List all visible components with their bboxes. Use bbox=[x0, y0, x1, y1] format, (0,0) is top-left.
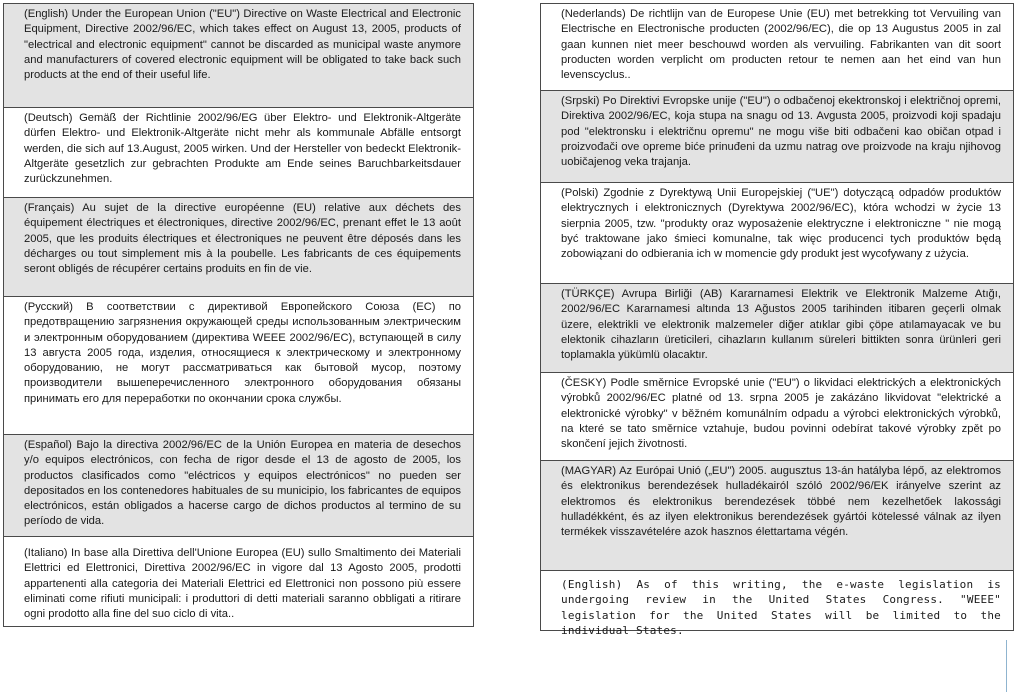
right-column bbox=[540, 3, 1014, 637]
notice-turkce: (TÜRKÇE) Avrupa Birliği (AB) Kararnamesi Elektrik ve Elektronik Malzeme Atığı, 2002/96/EC Kararnamesi altında 13 Ağustos 2005 tarihinden itibaren geçerli olmak üzere, elektrikli ve elektronik malzemeler diğer atıklar gibi çöpe atılamayacak ve bu elektonik cihazların üreticileri, cihazların kullanım süreleri bittikten sonra ürünleri geri toplamakla yükümlü olacaktır. bbox=[541, 283, 1013, 372]
notice-francais: (Français) Au sujet de la directive européenne (EU) relative aux déchets des équipement électriques et électroniques, directive 2002/96/EC, prenant effet le 13 août 2005, que les produits électriques et électroniques ne peuvent être déposés dans les décharges ou tout simplement mis à la poubelle. Les fabricants de ces équipements seront obligés de récupérer certains produits en fin de vie. bbox=[4, 197, 473, 296]
notice-english-us: (English) As of this writing, the e-waste legislation is undergoing review in the United States Congress. "WEEE" legislation for the United States will be limited to the individual States. bbox=[541, 570, 1013, 630]
notice-nederlands: (Nederlands) De richtlijn van de Europese Unie (EU) met betrekking tot Vervuiling van Electrische en Electronische producten (2002/96/EC), die op 13 Augustus 2005 in zal gaan kunnen niet meer beschouwd worden als vervuiling. Fabrikanten van dit soort producten worden verplicht om producten retour te nemen aan het eind van hun levenscyclus.. bbox=[561, 8, 1001, 82]
page-edge-line bbox=[1006, 640, 1007, 692]
notice-srpski: (Srpski) Po Direktivi Evropske unije ("EU") o odbačenoj ekektronskoj i električnoj opremi, Direktiva 2002/96/EC, koja stupa na snagu od 13. Avgusta 2005, proizvodi koji spadaju pod "elektronsku i električnu opremu" ne mogu više biti odbačeni kao običan otpad i proizvođači ove opreme biće prinuđeni da uzmu natrag ove proizvode na kraju njihovog uobičajenog veka trajanja. bbox=[541, 90, 1013, 182]
notice-italiano: (Italiano) In base alla Direttiva dell'Unione Europea (EU) sullo Smaltimento dei Materiali Elettrici ed Elettronici, Direttiva 2002/96/EC in vigore dal 13 Agosto 2005, prodotti appartenenti alla categoria dei Materiali Elettrici ed Elettronici non possono più essere eliminati come rifiuti municipali: i produttori di detti materiali saranno obbligati a ritirare ogni prodotto alla fine del suo ciclo di vita.. bbox=[4, 536, 473, 626]
notice-polski: (Polski) Zgodnie z Dyrektywą Unii Europejskiej ("UE") dotyczącą odpadów produktów elektrycznych i elektronicznych (Dyrektywa 2002/96/EC), która wchodzi w życie 13 sierpnia 2005, tzw. "produkty oraz wyposażenie elektryczne i elektroniczne " nie mogą być traktowane jako śmieci komunalne, tak więc producenci tych produktów będą zobowiązani do odbierania ich w momencie gdy produkt jest wycofywany z użycia. bbox=[541, 182, 1013, 283]
notice-magyar: (MAGYAR) Az Európai Unió („EU") 2005. augusztus 13-án hatályba lépő, az elektromos és elektronikus berendezések hulladékairól szóló 2002/96/EK irányelve szerint az elektromos és elektronikus berendezések többé nem kezelhetőek lakossági hulladékként, és az ilyen elektronikus berendezések gyártói kötelessé válnak az ilyen termékek visszavételére azok hasznos élettartama végén. bbox=[541, 460, 1013, 570]
notice-deutsch: (Deutsch) Gemäß der Richtlinie 2002/96/EG über Elektro- und Elektronik-Altgeräte dürfen Elektro- und Elektronik-Altgeräte nicht mehr als kommunale Abfälle entsorgt werden, die sich auf 13.August, 2005 wirken. Und der Hersteller von bedeckt Elektronik-Altgeräte gesetzlich zur gebrachten Produkte am Ende seines Baruchbarkeitsdauer zurückzunehmen. bbox=[4, 107, 473, 197]
notice-english: (English) Under the European Union ("EU") Directive on Waste Electrical and Electronic Equipment, Directive 2002/96/EC, which takes effect on August 13, 2005, products of "electrical and electronic equipment" cannot be discarded as municipal waste anymore and manufacturers of covered electronic equipment will be obligated to take back such products at the end of their useful life. bbox=[4, 4, 473, 107]
left-column bbox=[3, 3, 474, 627]
notice-russian: (Русский) В соответствии с директивой Европейского Союза (ЕС) по предотвращению загрязнения окружающей среды использованным электрическим и электронным оборудованием (директива WEEE 2002/96/EC), вступающей в силу 13 августа 2005 года, изделия, относящиеся к электрическому и электронному оборудованию, не могут рассматриваться как бытовой мусор, поэтому производители вышеперечисленного электронного оборудования обязаны принимать его для переработки по окончании срока службы. bbox=[4, 296, 473, 434]
notice-espanol: (Español) Bajo la directiva 2002/96/EC de la Unión Europea en materia de desechos y/o equipos electrónicos, con fecha de rigor desde el 13 de agosto de 2005, los productos clasificados como "eléctricos y equipos electrónicos" no pueden ser depositados en los contenedores habituales de su municipio, los fabricantes de equipos electrónicos, están obligados a hacerse cargo de dichos productos al termino de su período de vida. bbox=[4, 434, 473, 536]
notice-cesky: (ČESKY) Podle směrnice Evropské unie ("EU") o likvidaci elektrických a elektronických výrobků 2002/96/EC platné od 13. srpna 2005 je zakázáno likvidovat "elektrické a elektronické výrobky" v běžném komunálním odpadu a výrobci elektronických výrobků, na které se tato směrnice vztahuje, budou povinni odebírat takové výrobky zpět po skončení jejich životnosti. bbox=[541, 372, 1013, 460]
